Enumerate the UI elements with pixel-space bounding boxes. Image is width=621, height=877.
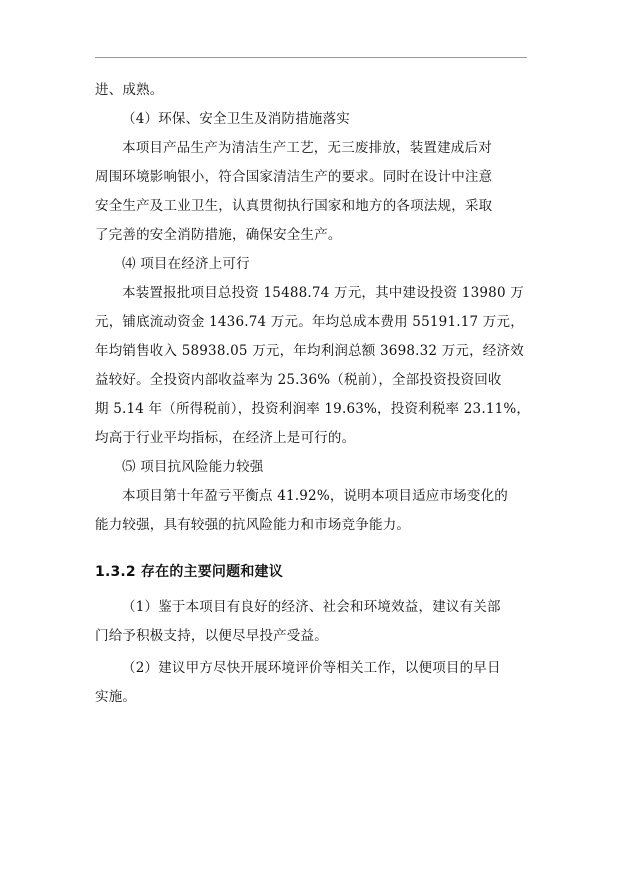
paragraph-line: 益较好。全投资内部收益率为 25.36%（税前），全部投资投资回收 bbox=[95, 372, 502, 388]
paragraph-line: 均高于行业平均指标，在经济上是可行的。 bbox=[95, 430, 356, 446]
paragraph-line: 周围环境影响银小，符合国家清洁生产的要求。同时在设计中注意 bbox=[95, 169, 493, 185]
section-heading: 1.3.2 存在的主要问题和建议 bbox=[95, 564, 283, 580]
paragraph-line: 了完善的安全消防措施，确保安全生产。 bbox=[95, 227, 342, 243]
paragraph-line: 能力较强，具有较强的抗风险能力和市场竞争能力。 bbox=[95, 517, 411, 533]
subheading-economic-feasibility: ⑷ 项目在经济上可行 bbox=[122, 256, 250, 272]
paragraph-line: 期 5.14 年（所得税前），投资利润率 19.63%，投资利税率 23.11%， bbox=[95, 401, 531, 417]
header-rule bbox=[95, 57, 527, 58]
paragraph-line: 进、成熟。 bbox=[95, 82, 164, 98]
paragraph-line: 本项目产品生产为清洁生产工艺，无三废排放，装置建成后对 bbox=[122, 140, 492, 156]
paragraph-line: 实施。 bbox=[95, 689, 137, 705]
paragraph-line: 本项目第十年盈亏平衡点 41.92%，说明本项目适应市场变化的 bbox=[122, 488, 508, 504]
paragraph-line: （2）建议甲方尽快开展环境评价等相关工作，以便项目的早日 bbox=[122, 660, 501, 676]
subheading-environment-safety: （4）环保、安全卫生及消防措施落实 bbox=[122, 111, 350, 127]
paragraph-line: 年均销售收入 58938.05 万元，年均利润总额 3698.32 万元，经济效 bbox=[95, 343, 524, 359]
document-body bbox=[95, 76, 531, 712]
paragraph-line: 元，铺底流动资金 1436.74 万元。年均总成本费用 55191.17 万元， bbox=[95, 314, 524, 330]
paragraph-line: （1）鉴于本项目有良好的经济、社会和环境效益，建议有关部 bbox=[122, 599, 501, 615]
paragraph-line: 安全生产及工业卫生，认真贯彻执行国家和地方的各项法规，采取 bbox=[95, 198, 493, 214]
paragraph-line: 门给予积极支持，以便尽早投产受益。 bbox=[95, 628, 328, 644]
subheading-risk-resistance: ⑸ 项目抗风险能力较强 bbox=[122, 459, 264, 475]
paragraph-line: 本装置报批项目总投资 15488.74 万元，其中建设投资 13980 万 bbox=[122, 285, 524, 301]
